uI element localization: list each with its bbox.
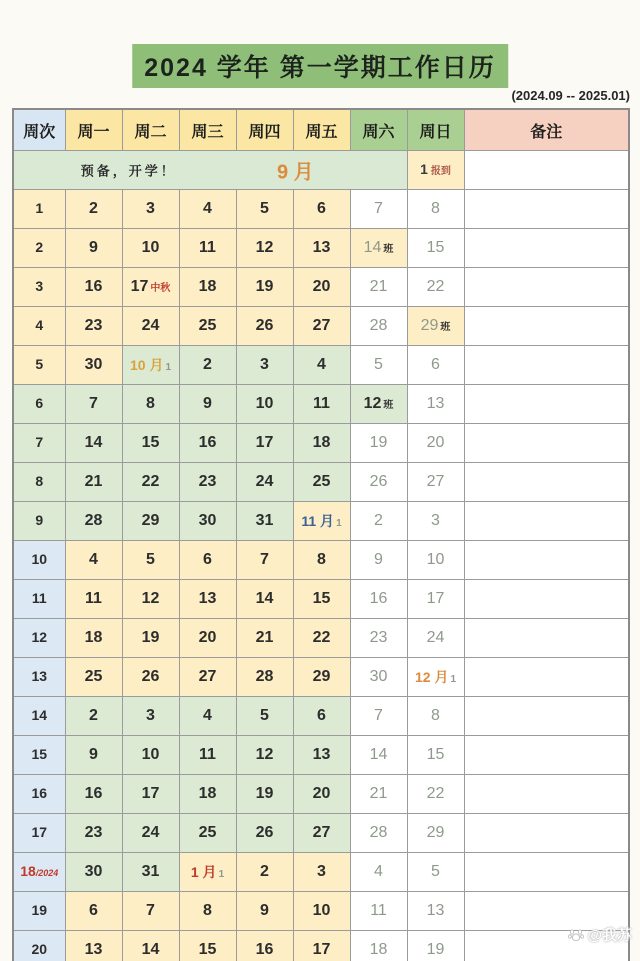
day-cell: 8 <box>293 541 350 580</box>
day-cell: 10 <box>122 736 179 775</box>
day-cell: 10 <box>293 892 350 931</box>
day-cell: 8 <box>122 385 179 424</box>
day-cell: 11 <box>350 892 407 931</box>
day-cell: 6 <box>65 892 122 931</box>
watermark-text: @我苏 <box>587 927 632 944</box>
day-cell: 13 <box>407 385 464 424</box>
day-cell: 29 班 <box>407 307 464 346</box>
day-cell: 18 <box>65 619 122 658</box>
week-number-cell: 13 <box>13 658 65 697</box>
day-cell: 28 <box>350 814 407 853</box>
week-number-cell: 16 <box>13 775 65 814</box>
day-cell: 15 <box>179 931 236 961</box>
day-cell: 20 <box>407 424 464 463</box>
week-number-cell: 8 <box>13 463 65 502</box>
table-row <box>13 541 629 580</box>
day-cell: 14 <box>122 931 179 961</box>
day-cell: 18 <box>179 268 236 307</box>
day-cell: 25 <box>65 658 122 697</box>
day-cell: 17 <box>122 775 179 814</box>
calendar-body <box>13 151 629 961</box>
day-cell: 10 月 1 <box>122 346 179 385</box>
september-month-label: 9 月 <box>276 161 314 184</box>
header-week-number: 周次 <box>13 109 65 151</box>
table-row <box>13 619 629 658</box>
day-cell: 29 <box>407 814 464 853</box>
day-cell: 10 <box>122 229 179 268</box>
day-cell: 4 <box>65 541 122 580</box>
day-cell: 27 <box>179 658 236 697</box>
day-cell: 6 <box>179 541 236 580</box>
week-number-cell: 7 <box>13 424 65 463</box>
day-cell: 18 <box>350 931 407 961</box>
day-cell: 17 中秋 <box>122 268 179 307</box>
table-row <box>13 307 629 346</box>
day-cell: 21 <box>236 619 293 658</box>
day-cell: 28 <box>350 307 407 346</box>
table-row <box>13 814 629 853</box>
week-number-cell: 2 <box>13 229 65 268</box>
day-cell: 27 <box>293 307 350 346</box>
day-cell: 13 <box>293 736 350 775</box>
day-cell: 5 <box>236 697 293 736</box>
day-cell: 6 <box>293 190 350 229</box>
table-row <box>13 580 629 619</box>
day-cell: 19 <box>350 424 407 463</box>
day-cell: 21 <box>65 463 122 502</box>
day-cell: 4 <box>179 190 236 229</box>
day-cell: 26 <box>350 463 407 502</box>
table-row <box>13 658 629 697</box>
day-cell: 21 <box>350 775 407 814</box>
day-cell: 23 <box>350 619 407 658</box>
table-row <box>13 697 629 736</box>
day-cell: 14 <box>236 580 293 619</box>
day-cell: 15 <box>293 580 350 619</box>
day-cell: 3 <box>236 346 293 385</box>
remark-cell <box>464 697 629 736</box>
day-cell: 22 <box>122 463 179 502</box>
day-cell: 30 <box>350 658 407 697</box>
day-cell: 12 <box>236 736 293 775</box>
day-cell: 22 <box>407 775 464 814</box>
table-row <box>13 268 629 307</box>
table-row <box>13 424 629 463</box>
day-cell: 8 <box>179 892 236 931</box>
day-cell: 13 <box>293 229 350 268</box>
day-cell: 20 <box>293 268 350 307</box>
day-cell: 31 <box>236 502 293 541</box>
week-number-cell: 15 <box>13 736 65 775</box>
day-cell: 30 <box>65 853 122 892</box>
day-cell: 28 <box>65 502 122 541</box>
day-cell: 14 <box>350 736 407 775</box>
day-cell: 2 <box>179 346 236 385</box>
day-cell: 13 <box>407 892 464 931</box>
header-thursday: 周四 <box>236 109 293 151</box>
day-cell: 9 <box>179 385 236 424</box>
day-cell: 19 <box>407 931 464 961</box>
remark-cell <box>464 346 629 385</box>
day-cell: 29 <box>122 502 179 541</box>
day-cell: 20 <box>293 775 350 814</box>
day-cell: 16 <box>65 268 122 307</box>
day-cell: 24 <box>407 619 464 658</box>
header-monday: 周一 <box>65 109 122 151</box>
day-cell: 12 月 1 <box>407 658 464 697</box>
day-cell: 19 <box>236 268 293 307</box>
day-cell: 12 班 <box>350 385 407 424</box>
table-row <box>13 463 629 502</box>
week-number-cell: 20 <box>13 931 65 961</box>
day-cell: 12 <box>236 229 293 268</box>
day-cell: 7 <box>350 190 407 229</box>
day-cell: 8 <box>407 190 464 229</box>
day-cell: 4 <box>350 853 407 892</box>
september-first-sunday-cell <box>407 151 464 190</box>
table-row <box>13 736 629 775</box>
day-cell: 21 <box>350 268 407 307</box>
day-cell: 4 <box>179 697 236 736</box>
table-row <box>13 931 629 961</box>
week-number-cell: 10 <box>13 541 65 580</box>
day-cell: 15 <box>407 229 464 268</box>
september-banner-row <box>13 151 629 190</box>
day-cell: 11 <box>65 580 122 619</box>
day-cell: 22 <box>293 619 350 658</box>
day-cell: 6 <box>293 697 350 736</box>
remark-cell <box>464 229 629 268</box>
header-wednesday: 周三 <box>179 109 236 151</box>
header-row <box>13 109 629 151</box>
day-cell: 7 <box>65 385 122 424</box>
day-cell: 22 <box>407 268 464 307</box>
day-cell: 28 <box>236 658 293 697</box>
table-row <box>13 892 629 931</box>
day-cell: 26 <box>236 307 293 346</box>
day-cell: 3 <box>293 853 350 892</box>
day-cell: 9 <box>65 736 122 775</box>
day-cell: 15 <box>407 736 464 775</box>
day-cell: 11 月 1 <box>293 502 350 541</box>
day-cell: 4 <box>293 346 350 385</box>
day-cell: 30 <box>179 502 236 541</box>
september-banner-cell <box>13 151 407 190</box>
day-cell: 7 <box>350 697 407 736</box>
day-cell: 7 <box>122 892 179 931</box>
day-cell: 14 <box>65 424 122 463</box>
day-cell: 18 <box>179 775 236 814</box>
header-sunday: 周日 <box>407 109 464 151</box>
day-cell: 17 <box>236 424 293 463</box>
day-cell: 26 <box>122 658 179 697</box>
day-cell: 23 <box>65 307 122 346</box>
week-number-cell: 6 <box>13 385 65 424</box>
table-row <box>13 385 629 424</box>
week-number-cell: 17 <box>13 814 65 853</box>
day-cell: 2 <box>236 853 293 892</box>
day-number: 1 <box>420 161 428 177</box>
week-number-cell: 5 <box>13 346 65 385</box>
day-cell: 10 <box>407 541 464 580</box>
day-cell: 5 <box>122 541 179 580</box>
day-cell: 27 <box>293 814 350 853</box>
day-cell: 3 <box>122 190 179 229</box>
day-cell: 2 <box>65 697 122 736</box>
day-cell: 9 <box>350 541 407 580</box>
day-cell: 27 <box>407 463 464 502</box>
remark-cell <box>464 853 629 892</box>
day-cell: 17 <box>293 931 350 961</box>
remark-cell <box>464 268 629 307</box>
remark-cell <box>464 502 629 541</box>
day-cell: 3 <box>407 502 464 541</box>
date-range-label: (2024.09 -- 2025.01) <box>511 88 630 103</box>
remark-cell <box>464 580 629 619</box>
day-cell: 16 <box>179 424 236 463</box>
table-row <box>13 775 629 814</box>
header-saturday: 周六 <box>350 109 407 151</box>
day-cell: 18 <box>293 424 350 463</box>
day-cell: 15 <box>122 424 179 463</box>
table-row <box>13 502 629 541</box>
semester-start-note: 预备，开学！ <box>80 163 177 179</box>
watermark <box>568 924 632 945</box>
remark-cell <box>464 775 629 814</box>
day-cell: 20 <box>179 619 236 658</box>
day-cell: 11 <box>293 385 350 424</box>
table-row <box>13 190 629 229</box>
week-number-cell: 11 <box>13 580 65 619</box>
day-cell: 5 <box>350 346 407 385</box>
day-cell: 2 <box>350 502 407 541</box>
day-cell: 14 班 <box>350 229 407 268</box>
day-cell: 29 <box>293 658 350 697</box>
remark-cell <box>464 385 629 424</box>
table-row <box>13 853 629 892</box>
remark-cell <box>464 814 629 853</box>
day-cell: 2 <box>65 190 122 229</box>
day-cell: 16 <box>65 775 122 814</box>
day-cell: 30 <box>65 346 122 385</box>
day-cell: 7 <box>236 541 293 580</box>
day-cell: 13 <box>65 931 122 961</box>
remark-cell <box>464 736 629 775</box>
day-cell: 23 <box>179 463 236 502</box>
day-cell: 5 <box>407 853 464 892</box>
remark-cell <box>464 307 629 346</box>
day-cell: 24 <box>122 814 179 853</box>
week-number-cell: 1 <box>13 190 65 229</box>
day-cell: 11 <box>179 736 236 775</box>
table-row <box>13 229 629 268</box>
day-cell: 19 <box>236 775 293 814</box>
day-cell: 9 <box>236 892 293 931</box>
day-cell: 19 <box>122 619 179 658</box>
remark-cell <box>464 190 629 229</box>
day-cell: 1 月 1 <box>179 853 236 892</box>
remark-cell <box>464 619 629 658</box>
day-cell: 25 <box>179 307 236 346</box>
remark-cell <box>464 151 629 190</box>
day-cell: 24 <box>236 463 293 502</box>
work-calendar-table <box>12 108 630 961</box>
header-friday: 周五 <box>293 109 350 151</box>
day-cell: 24 <box>122 307 179 346</box>
week-number-cell: 12 <box>13 619 65 658</box>
day-cell: 3 <box>122 697 179 736</box>
header-remark: 备注 <box>464 109 629 151</box>
day-cell: 31 <box>122 853 179 892</box>
day-cell: 9 <box>65 229 122 268</box>
week-number-cell: 14 <box>13 697 65 736</box>
week-number-cell: 4 <box>13 307 65 346</box>
day-cell: 23 <box>65 814 122 853</box>
week-number-cell: 9 <box>13 502 65 541</box>
day-cell: 13 <box>179 580 236 619</box>
week-number-cell: 19 <box>13 892 65 931</box>
paw-icon <box>568 927 584 943</box>
header-tuesday: 周二 <box>122 109 179 151</box>
day-cell: 11 <box>179 229 236 268</box>
week-number-cell: 18/2024 <box>13 853 65 892</box>
day-cell: 25 <box>179 814 236 853</box>
remark-cell <box>464 541 629 580</box>
table-row <box>13 346 629 385</box>
day-cell: 10 <box>236 385 293 424</box>
remark-cell <box>464 463 629 502</box>
day-cell: 17 <box>407 580 464 619</box>
remark-cell <box>464 658 629 697</box>
day-cell: 5 <box>236 190 293 229</box>
day-cell: 16 <box>350 580 407 619</box>
registration-tag: 报到 <box>430 166 451 177</box>
day-cell: 16 <box>236 931 293 961</box>
day-cell: 8 <box>407 697 464 736</box>
remark-cell <box>464 424 629 463</box>
day-cell: 12 <box>122 580 179 619</box>
day-cell: 26 <box>236 814 293 853</box>
day-cell: 6 <box>407 346 464 385</box>
page-title: 2024 学年 第一学期工作日历 <box>132 44 508 88</box>
week-number-cell: 3 <box>13 268 65 307</box>
day-cell: 25 <box>293 463 350 502</box>
